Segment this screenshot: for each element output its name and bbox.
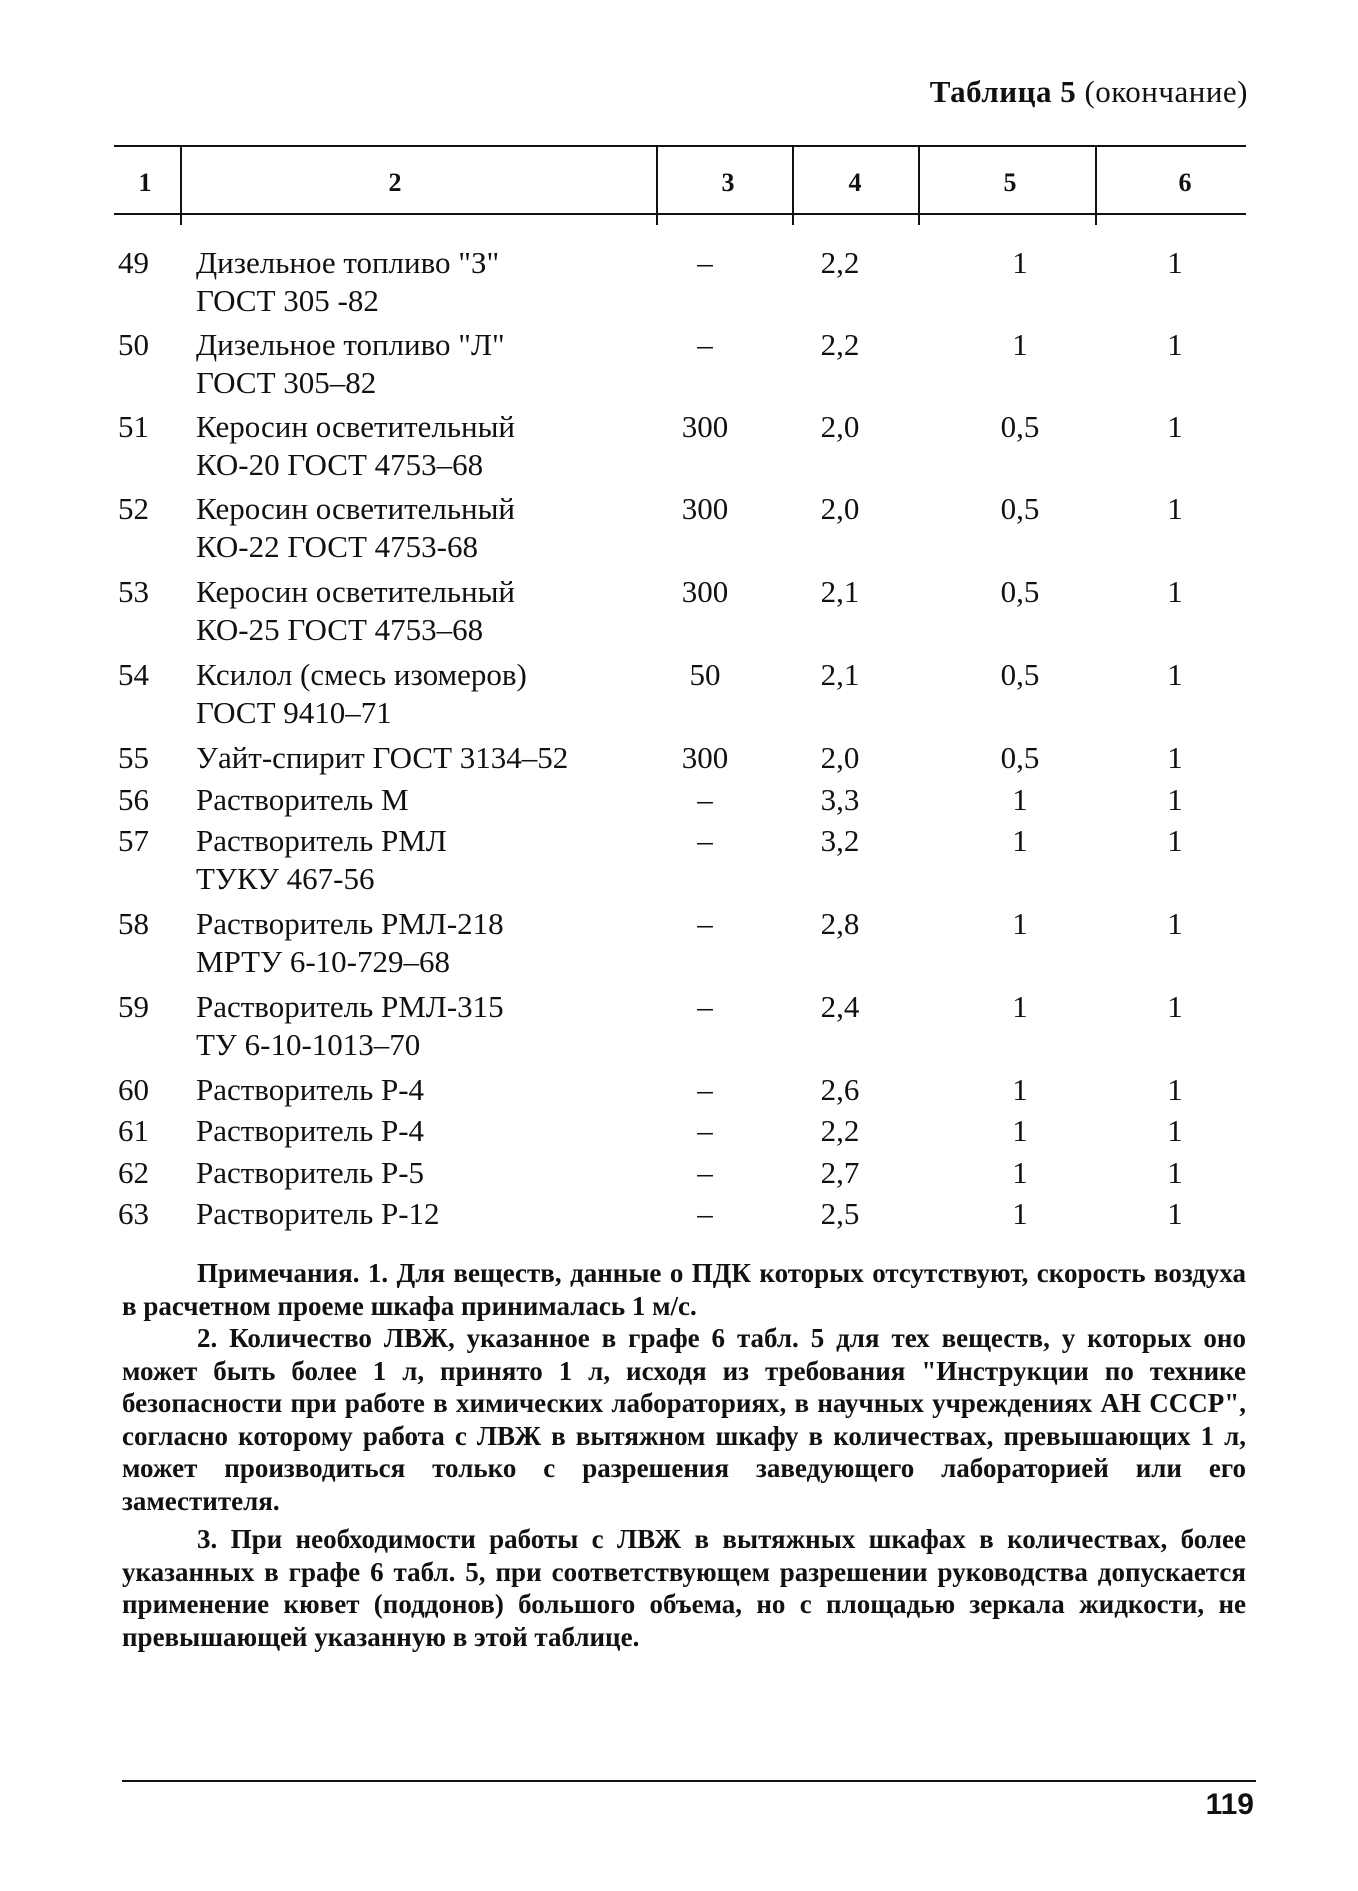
col4-value: 2,1 [820,657,860,692]
col6-value: 1 [1167,1196,1183,1231]
col3-value: – [697,245,713,280]
note-1: Примечания. 1. Для веществ, данные о ПДК которых отсутствуют, скорость воздуха в расчетном проеме шкафа принималась 1 м/с. [122,1258,1246,1321]
col5-value: 0,5 [1000,657,1040,692]
note-2: 2. Количество ЛВЖ, указанное в графе 6 табл. 5 для тех веществ, у которых оно может быть более 1 л, принято 1 л, исходя из требования "Инструкции по технике безопасности при работе в химических лабораториях, в научных учреждениях АН СССР", согласно которому работа с ЛВЖ в вытяжном шкафу в количествах, превышающих 1 л, может производиться только с разрешения заведующего лабораторией или его заместителя. [122,1323,1246,1516]
col6-value: 1 [1167,574,1183,609]
substance-name: Керосин осветительный КО-25 ГОСТ 4753–68 [196,574,516,647]
col6-value: 1 [1167,245,1183,280]
col3-value: – [697,327,713,362]
row-number: 59 [118,989,149,1024]
substance-name: Растворитель М [196,782,409,817]
col4-value: 2,0 [820,491,860,526]
col6-value: 1 [1167,782,1183,817]
row-number: 58 [118,906,149,941]
row-number: 51 [118,409,149,444]
substance-name: Растворитель РМЛ-218 МРТУ 6-10-729–68 [196,906,504,979]
col6-value: 1 [1167,906,1183,941]
substance-name: Растворитель РМЛ ТУКУ 467-56 [196,823,447,896]
col4-value: 2,8 [820,906,860,941]
col5-value: 1 [1012,989,1028,1024]
col5-value: 1 [1012,906,1028,941]
header-col-4: 4 [848,168,862,197]
header-col-5: 5 [1003,168,1017,197]
table-caption-suffix: (окончание) [1084,74,1248,109]
col4-value: 2,5 [820,1196,860,1231]
col4-value: 2,2 [820,327,860,362]
col4-value: 2,6 [820,1072,860,1107]
substance-name: Растворитель РМЛ-315 ТУ 6-10-1013–70 [196,989,504,1062]
col3-value: – [697,906,713,941]
col3-value: – [697,1113,713,1148]
row-number: 52 [118,491,149,526]
page-number: 119 [1205,1788,1254,1821]
col4-value: 3,3 [820,782,860,817]
row-number: 57 [118,823,149,858]
col3-value: – [697,823,713,858]
col4-value: 2,1 [820,574,860,609]
col3-value: – [697,989,713,1024]
col6-value: 1 [1167,989,1183,1024]
col5-value: 0,5 [1000,574,1040,609]
row-number: 60 [118,1072,149,1107]
col3-value: – [697,782,713,817]
col5-value: 1 [1012,1155,1028,1190]
col5-value: 1 [1012,327,1028,362]
col6-value: 1 [1167,327,1183,362]
substance-name: Ксилол (смесь изомеров) ГОСТ 9410–71 [196,657,527,730]
col6-value: 1 [1167,1072,1183,1107]
col5-value: 0,5 [1000,740,1040,775]
col6-value: 1 [1167,740,1183,775]
col3-value: – [697,1072,713,1107]
substance-name: Растворитель Р-4 [196,1113,425,1148]
column-separator [1095,145,1097,225]
footer-rule [122,1780,1256,1782]
row-number: 61 [118,1113,149,1148]
header-col-2: 2 [388,168,402,197]
col4-value: 2,2 [820,245,860,280]
col3-value: 300 [681,491,729,526]
substance-name: Керосин осветительный КО-22 ГОСТ 4753-68 [196,491,516,564]
table-caption-title: Таблица 5 [929,74,1077,109]
col4-value: 2,4 [820,989,860,1024]
note-3: 3. При необходимости работы с ЛВЖ в вытяжных шкафах в количествах, более указанных в графе 6 табл. 5, при соответствующем разрешении руководства допускается применение кювет (поддонов) большого объема, но с площадью зеркала жидкости, не превышающей указанную в этой таблице. [122,1524,1246,1652]
header-col-3: 3 [721,168,735,197]
header-top-rule [114,145,1246,147]
col6-value: 1 [1167,1113,1183,1148]
col3-value: – [697,1155,713,1190]
col6-value: 1 [1167,1155,1183,1190]
row-number: 56 [118,782,149,817]
row-number: 54 [118,657,149,692]
col6-value: 1 [1167,491,1183,526]
col6-value: 1 [1167,409,1183,444]
row-number: 55 [118,740,149,775]
row-number: 49 [118,245,149,280]
col4-value: 2,7 [820,1155,860,1190]
substance-name: Дизельное топливо "Л" ГОСТ 305–82 [196,327,505,400]
col6-value: 1 [1167,823,1183,858]
col3-value: 50 [689,657,721,692]
substance-name: Уайт-спирит ГОСТ 3134–52 [196,740,569,775]
col3-value: 300 [681,740,729,775]
substance-name: Растворитель Р-4 [196,1072,425,1107]
col5-value: 1 [1012,1113,1028,1148]
row-number: 50 [118,327,149,362]
col5-value: 1 [1012,1196,1028,1231]
substance-name: Растворитель Р-12 [196,1196,440,1231]
substance-name: Растворитель Р-5 [196,1155,425,1190]
col5-value: 1 [1012,1072,1028,1107]
header-col-1: 1 [138,168,152,197]
col5-value: 1 [1012,782,1028,817]
column-separator [180,145,182,225]
substance-name: Дизельное топливо "З" ГОСТ 305 -82 [196,245,500,318]
col4-value: 3,2 [820,823,860,858]
table-caption [930,74,1248,110]
col4-value: 2,2 [820,1113,860,1148]
col4-value: 2,0 [820,740,860,775]
col3-value: – [697,1196,713,1231]
col6-value: 1 [1167,657,1183,692]
table-notes [122,1257,1246,1653]
col3-value: 300 [681,574,729,609]
header-col-6: 6 [1178,168,1192,197]
row-number: 53 [118,574,149,609]
column-separator [918,145,920,225]
column-separator [656,145,658,225]
header-bottom-rule [114,213,1246,215]
col5-value: 0,5 [1000,491,1040,526]
col3-value: 300 [681,409,729,444]
col5-value: 0,5 [1000,409,1040,444]
row-number: 62 [118,1155,149,1190]
column-separator [792,145,794,225]
col5-value: 1 [1012,245,1028,280]
substance-name: Керосин осветительный КО-20 ГОСТ 4753–68 [196,409,516,482]
row-number: 63 [118,1196,149,1231]
col4-value: 2,0 [820,409,860,444]
col5-value: 1 [1012,823,1028,858]
